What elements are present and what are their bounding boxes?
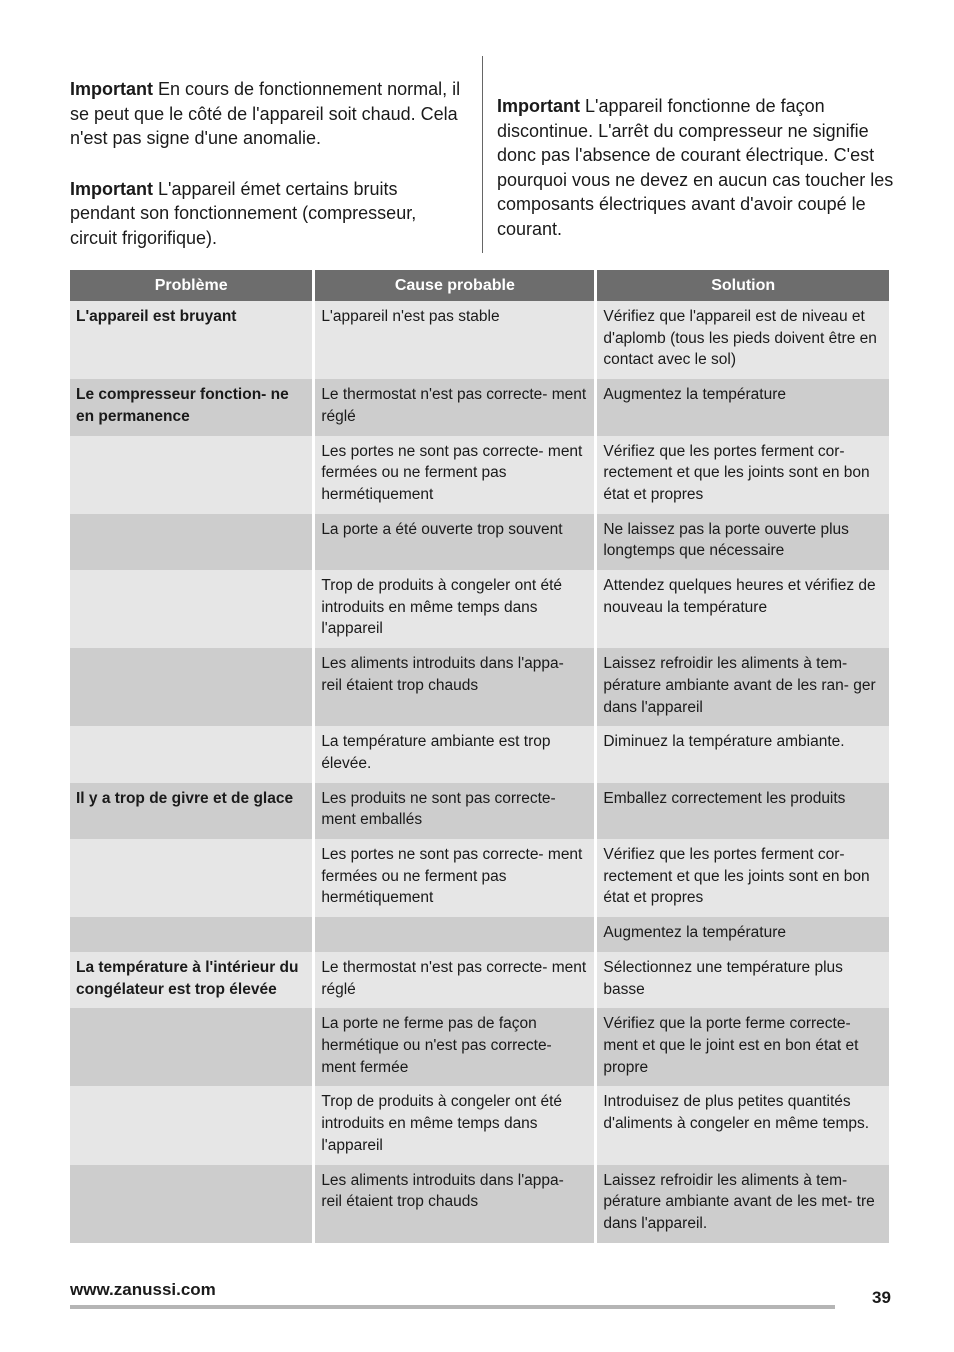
problem-cell (70, 1008, 312, 1086)
solution-cell: Vérifiez que les portes ferment cor- rectement et que les joints sont en bon état et propres (597, 839, 889, 917)
notes-right-column (497, 94, 897, 268)
solution-cell: Vérifiez que les portes ferment cor- rectement et que les joints sont en bon état et propres (597, 436, 889, 514)
cause-cell: Les portes ne sont pas correcte- ment fermées ou ne ferment pas hermétiquement (315, 839, 594, 917)
problem-cell (70, 839, 312, 917)
problem-cell (70, 917, 312, 952)
troubleshooting-table (67, 270, 892, 1243)
cause-cell: Les produits ne sont pas correcte- ment emballés (315, 783, 594, 839)
table-row (70, 301, 889, 379)
cause-cell: Le thermostat n'est pas correcte- ment réglé (315, 952, 594, 1008)
solution-cell: Vérifiez que la porte ferme correcte- ment et que le joint est en bon état et propre (597, 1008, 889, 1086)
problem-cell (70, 1086, 312, 1164)
table-row (70, 648, 889, 726)
problem-cell (70, 514, 312, 570)
table-header-row (70, 270, 889, 301)
problem-cell (70, 726, 312, 782)
table-row (70, 952, 889, 1008)
table-row (70, 379, 889, 435)
table-row (70, 570, 889, 648)
problem-cell (70, 436, 312, 514)
solution-cell: Laissez refroidir les aliments à tem- pérature ambiante avant de les met- tre dans l'appareil. (597, 1165, 889, 1243)
cause-cell: Trop de produits à congeler ont été introduits en même temps dans l'appareil (315, 570, 594, 648)
notes-left-column (70, 77, 462, 277)
header-solution: Solution (597, 270, 889, 301)
solution-cell: Ne laissez pas la porte ouverte plus longtemps que nécessaire (597, 514, 889, 570)
solution-cell: Diminuez la température ambiante. (597, 726, 889, 782)
cause-cell (315, 917, 594, 952)
table-row (70, 1008, 889, 1086)
note-text: L'appareil fonctionne de façon discontinue. L'arrêt du compresseur ne signifie donc pas l'absence de courant électrique. C'est pourquoi vous ne devez en aucun cas toucher les composants électriques avant d'avoir coupé le courant. (497, 96, 894, 239)
problem-cell (70, 648, 312, 726)
important-note (497, 94, 897, 242)
cause-cell: Trop de produits à congeler ont été introduits en même temps dans l'appareil (315, 1086, 594, 1164)
solution-cell: Sélectionnez une température plus basse (597, 952, 889, 1008)
important-notes (70, 56, 894, 253)
cause-cell: Les portes ne sont pas correcte- ment fermées ou ne ferment pas hermétiquement (315, 436, 594, 514)
table-row (70, 917, 889, 952)
header-problem: Problème (70, 270, 312, 301)
problem-cell: Le compresseur fonction- ne en permanence (70, 379, 312, 435)
header-cause: Cause probable (315, 270, 594, 301)
table-row (70, 1086, 889, 1164)
problem-cell: La température à l'intérieur du congélateur est trop élevée (70, 952, 312, 1008)
cause-cell: L'appareil n'est pas stable (315, 301, 594, 379)
important-label: Important (70, 178, 153, 199)
page-number: 39 (872, 1288, 891, 1307)
table-row (70, 514, 889, 570)
solution-cell: Augmentez la température (597, 379, 889, 435)
problem-cell: Il y a trop de givre et de glace (70, 783, 312, 839)
table-row (70, 839, 889, 917)
solution-cell: Laissez refroidir les aliments à tem- pérature ambiante avant de les ran- ger dans l'appareil (597, 648, 889, 726)
note-text: L'appareil émet certains bruits pendant son fonctionnement (compresseur, circuit frigorifique). (70, 178, 417, 248)
solution-cell: Vérifiez que l'appareil est de niveau et d'aplomb (tous les pieds doivent être en contact avec le sol) (597, 301, 889, 379)
table-row (70, 726, 889, 782)
table-row (70, 436, 889, 514)
note-text: En cours de fonctionnement normal, il se peut que le côté de l'appareil soit chaud. Cela n'est pas signe d'une anomalie. (70, 79, 461, 149)
cause-cell: Le thermostat n'est pas correcte- ment réglé (315, 379, 594, 435)
solution-cell: Emballez correctement les produits (597, 783, 889, 839)
footer-url[interactable]: www.zanussi.com (70, 1280, 216, 1299)
important-note (70, 177, 462, 251)
footer-rule (70, 1305, 835, 1309)
solution-cell: Augmentez la température (597, 917, 889, 952)
important-note (70, 77, 462, 151)
table-row (70, 783, 889, 839)
table-row (70, 1165, 889, 1243)
cause-cell: Les aliments introduits dans l'appa- reil étaient trop chauds (315, 648, 594, 726)
cause-cell: Les aliments introduits dans l'appa- reil étaient trop chauds (315, 1165, 594, 1243)
important-label: Important (497, 96, 580, 116)
cause-cell: La porte a été ouverte trop souvent (315, 514, 594, 570)
cause-cell: La température ambiante est trop élevée. (315, 726, 594, 782)
column-divider (482, 56, 483, 253)
problem-cell (70, 570, 312, 648)
problem-cell (70, 1165, 312, 1243)
solution-cell: Introduisez de plus petites quantités d'aliments à congeler en même temps. (597, 1086, 889, 1164)
solution-cell: Attendez quelques heures et vérifiez de nouveau la température (597, 570, 889, 648)
important-label: Important (70, 79, 153, 99)
cause-cell: La porte ne ferme pas de façon hermétique ou n'est pas correcte- ment fermée (315, 1008, 594, 1086)
problem-cell: L'appareil est bruyant (70, 301, 312, 379)
